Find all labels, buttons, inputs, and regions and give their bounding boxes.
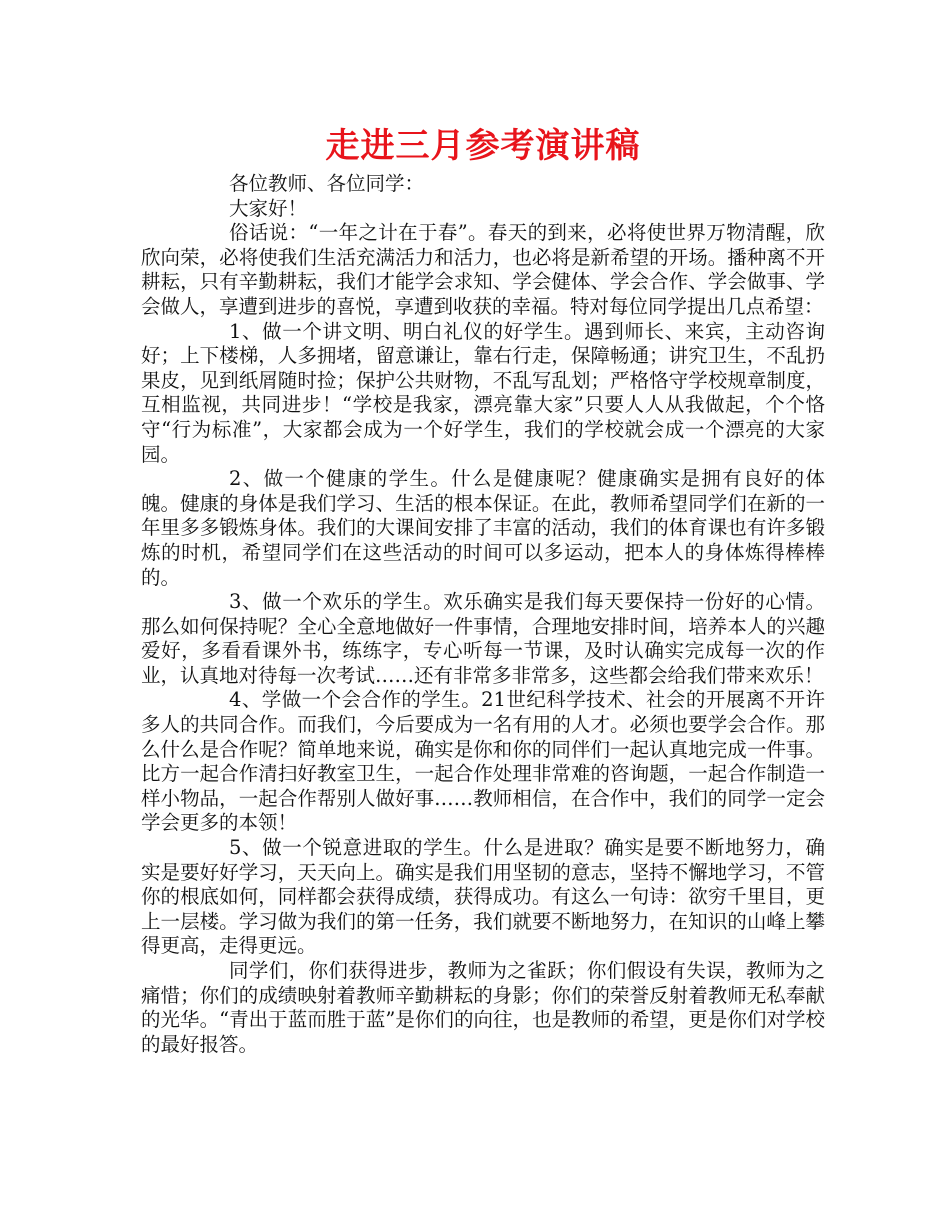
salutation: 各位教师、各位同学： [229, 172, 425, 195]
paragraph-point-5: 5、做一个锐意进取的学生。什么是进取？确实是要不断地努力，确实是要好好学习，天天向上。确实是我们用坚韧的意志，坚持不懈地学习，不管你的根底如何，同样都会获得成绩，获得成功。有这么一句诗：欲穷千里目，更上一层楼。学习做为我们的第一任务，我们就要不断地努力，在知识的山峰上攀得更高，走得更远。 [141, 836, 825, 958]
greeting: 大家好！ [229, 196, 308, 220]
paragraph-point-1: 1、做一个讲文明、明白礼仪的好学生。遇到师长、来宾，主动咨询好；上下楼梯，人多拥堵，留意谦让，靠右行走，保障畅通；讲究卫生，不乱扔果皮，见到纸屑随时捡；保护公共财物，不乱写乱划；严格恪守学校规章制度，互相监视，共同进步！“学校是我家，漂亮靠大家”只要人人从我做起，个个恪守“行为标准”，大家都会成为一个好学生，我们的学校就会成一个漂亮的大家园。 [141, 319, 825, 466]
document-body [141, 172, 825, 1057]
paragraph-point-4: 4、学做一个会合作的学生。21世纪科学技术、社会的开展离不开许多人的共同合作。而我们，今后要成为一名有用的人才。必须也要学会合作。那么什么是合作呢？简单地来说，确实是你和你的同伴们一起认真地完成一件事。比方一起合作清扫好教室卫生，一起合作处理非常难的咨询题，一起合作制造一样小物品，一起合作帮别人做好事……教师相信，在合作中，我们的同学一定会学会更多的本领！ [141, 688, 825, 835]
paragraph-point-3: 3、做一个欢乐的学生。欢乐确实是我们每天要保持一份好的心情。那么如何保持呢？全心全意地做好一件事情，合理地安排时间，培养本人的兴趣爱好，多看看课外书，练练字，专心听每一节课，及时认确实完成每一次的作业，认真地对待每一次考试……还有非常多非常多，这些都会给我们带来欢乐！ [141, 590, 825, 687]
paragraph-intro: 俗话说：“一年之计在于春”。春天的到来，必将使世界万物清醒，欣欣向荣，必将使我们生活充满活力和活力，也必将是新希望的开场。播种离不开耕耘，只有辛勤耕耘，我们才能学会求知、学会健体、学会合作、学会做事、学会做人，享遭到进步的喜悦，享遭到收获的幸福。特对每位同学提出几点希望： [141, 221, 825, 318]
document-page [141, 124, 825, 1057]
paragraph-point-2: 2、做一个健康的学生。什么是健康呢？健康确实是拥有良好的体魄。健康的身体是我们学习、生活的根本保证。在此，教师希望同学们在新的一年里多多锻炼身体。我们的大课间安排了丰富的活动，我们的体育课也有许多锻炼的时机，希望同学们在这些活动的时间可以多运动，把本人的身体炼得棒棒的。 [141, 467, 825, 589]
paragraph-conclusion: 同学们，你们获得进步，教师为之雀跃；你们假设有失误，教师为之痛惜；你们的成绩映射着教师辛勤耕耘的身影；你们的荣誉反射着教师无私奉献的光华。“青出于蓝而胜于蓝”是你们的向往，也是教师的希望，更是你们对学校的最好报答。 [141, 959, 825, 1056]
document-title: 走进三月参考演讲稿 [325, 126, 641, 166]
